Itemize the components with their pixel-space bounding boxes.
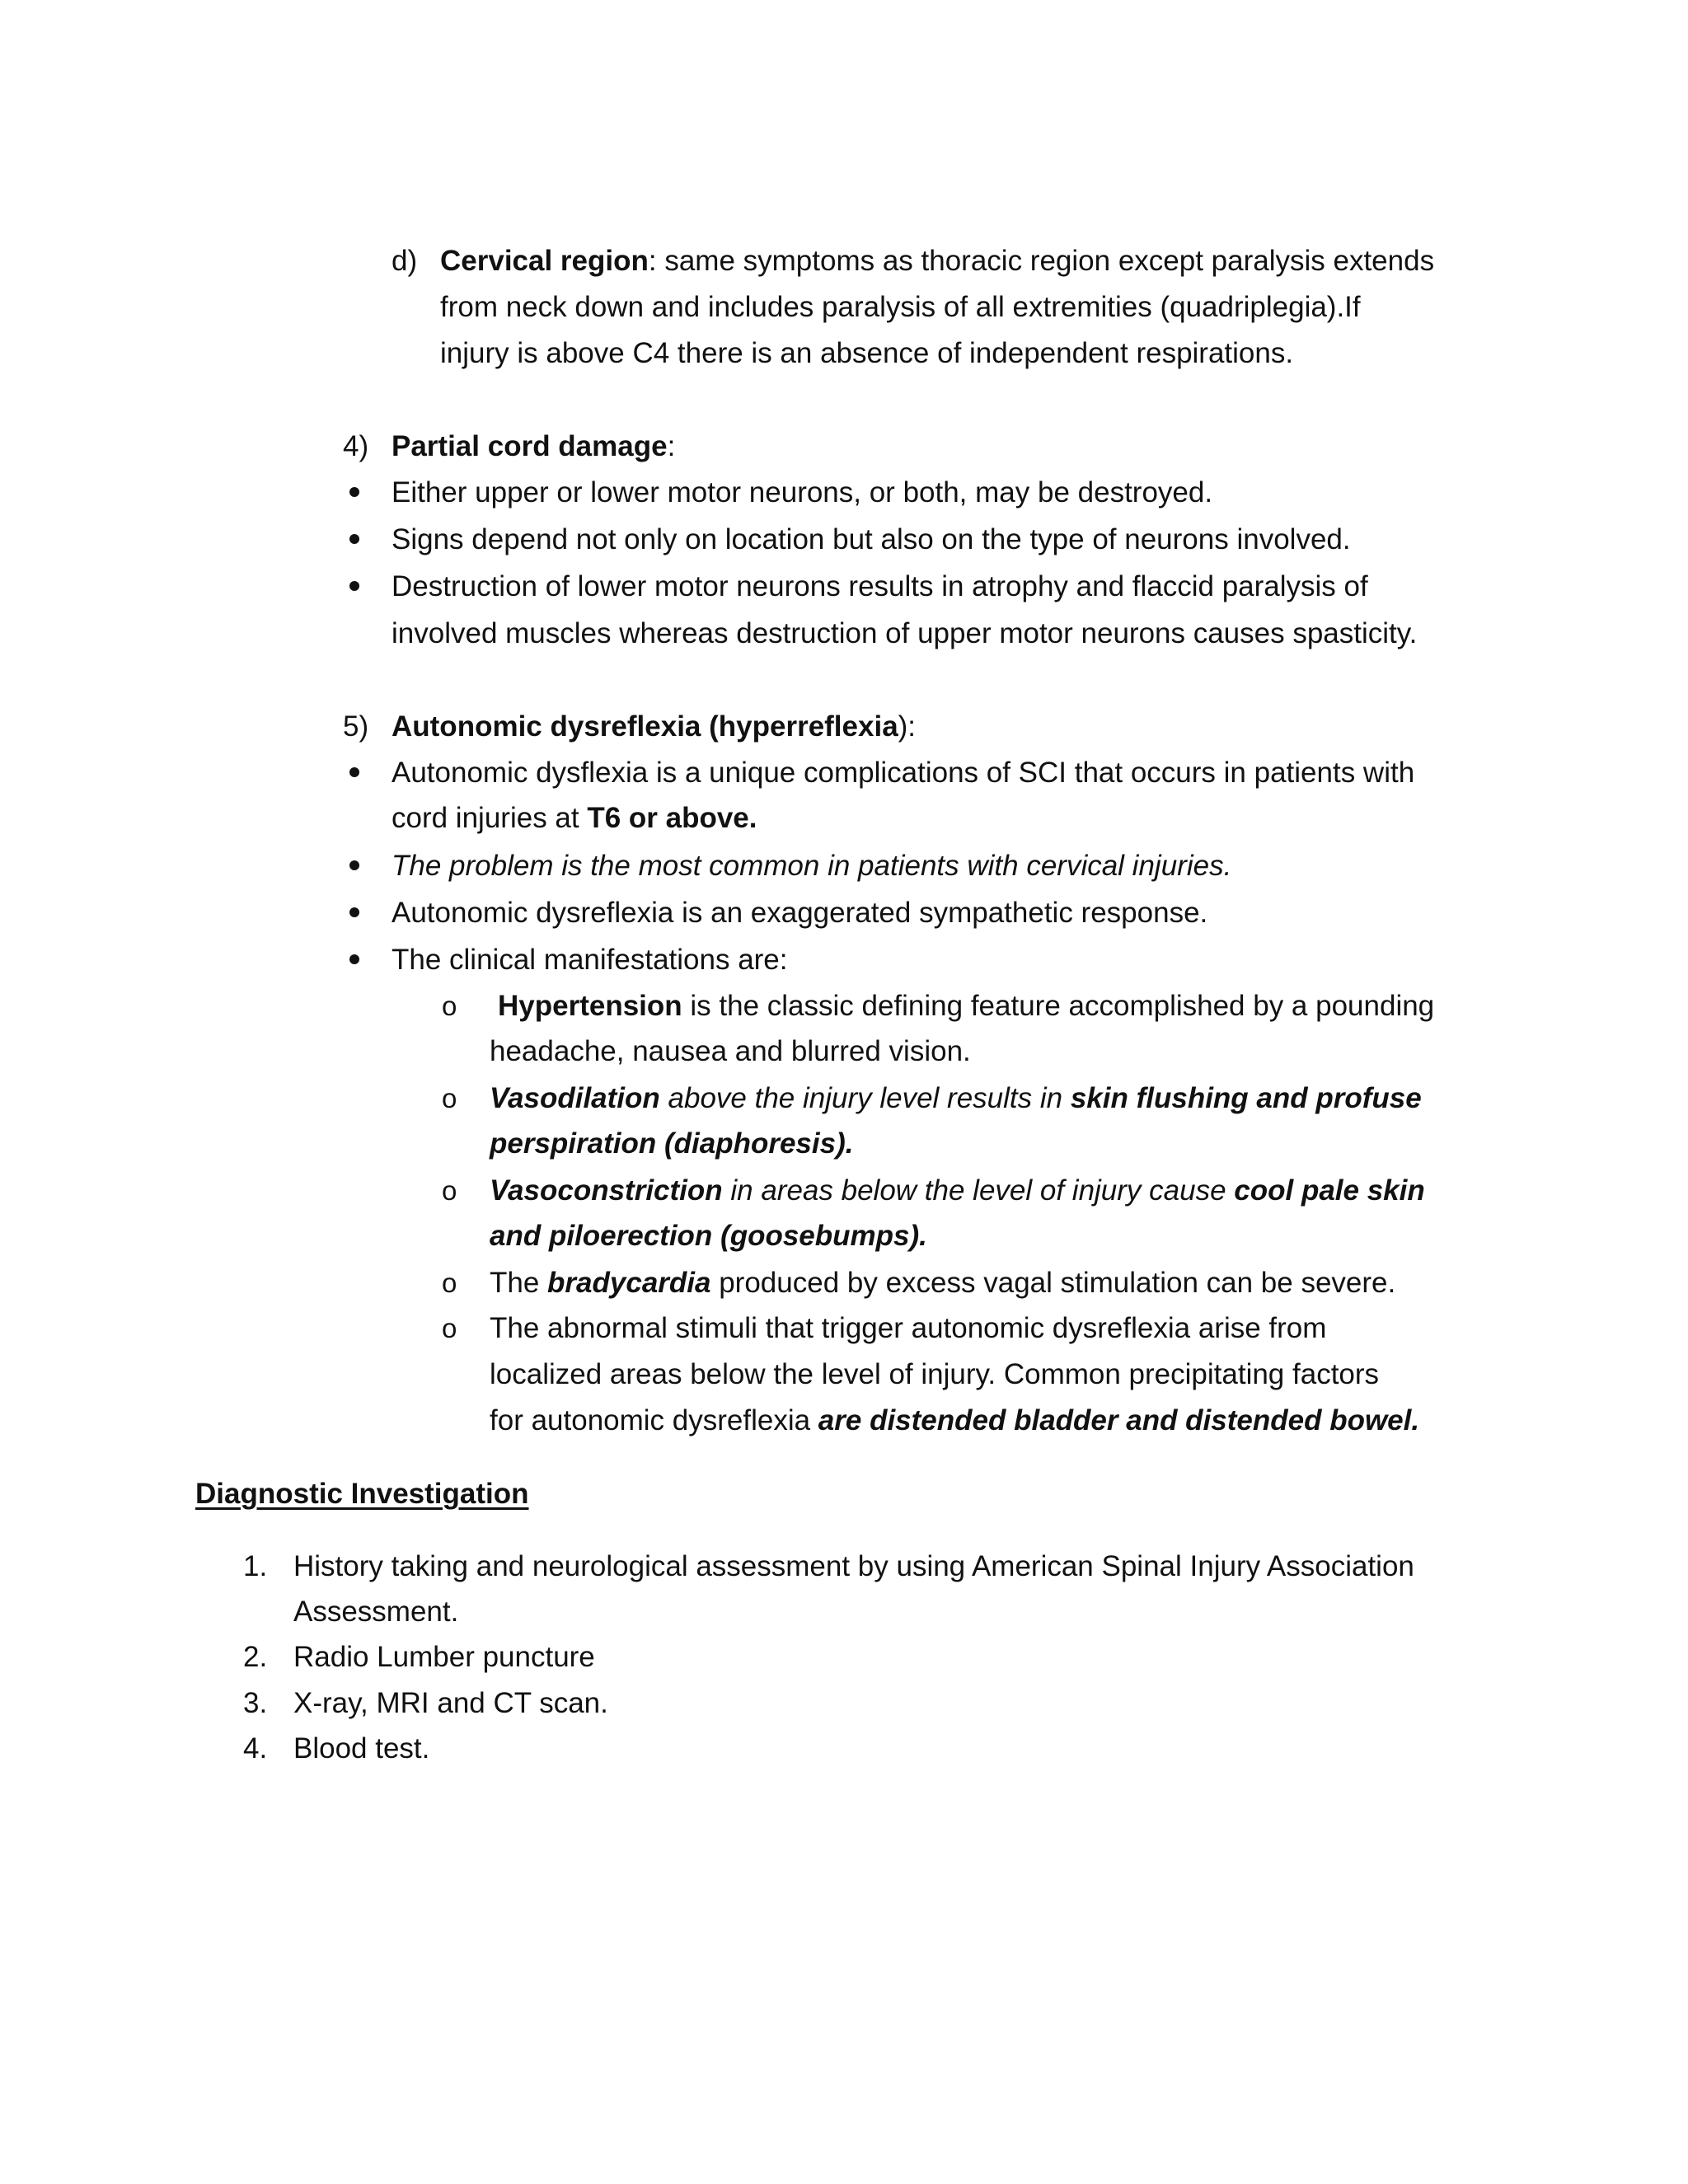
cervical-text: : same symptoms as thoracic region except paralysis extends [648, 245, 1435, 277]
autonomic-bullet-2 [392, 843, 1231, 889]
sub-item-3-bold-italic: cool pale skin [1234, 1174, 1425, 1207]
diagnostic-item-4: Blood test. [293, 1732, 430, 1765]
sub-item-1-text: is the classic defining feature accomplished by a pounding [682, 990, 1435, 1022]
cervical-line-1 [440, 238, 1434, 284]
sub-item-3-line-2 [490, 1213, 927, 1259]
list-marker: 4) [343, 430, 369, 462]
sub-item-3-line-1 [490, 1168, 1425, 1214]
diagnostic-item-1-line-1: History taking and neurological assessment by using American Spinal Injury Association [293, 1550, 1414, 1582]
autonomic-bullet-2-italic: The problem is the most common in patients with cervical injuries. [392, 850, 1232, 882]
autonomic-bullet-4: The clinical manifestations are: [392, 944, 788, 976]
autonomic-title: Autonomic dysreflexia (hyperreflexia [392, 710, 898, 743]
sub-item-5-line-1: The abnormal stimuli that trigger autonomic dysreflexia arise from [490, 1312, 1327, 1344]
list-number: 4. [243, 1732, 268, 1765]
sub-item-5-bold-italic: are distended bladder and distended bowel. [818, 1404, 1420, 1436]
diagnostic-item-1-line-2: Assessment. [293, 1596, 459, 1628]
autonomic-bullet-1-line-2 [392, 795, 757, 841]
bullet-icon [349, 767, 359, 777]
partial-bullet-3-line-2: involved muscles whereas destruction of upper motor neurons causes spasticity. [392, 617, 1418, 649]
diagnostic-item-2: Radio Lumber puncture [293, 1641, 595, 1673]
autonomic-bullet-1-bold: T6 or above. [587, 802, 757, 834]
sub-item-2-bold-italic: skin flushing and profuse [1070, 1082, 1422, 1114]
sub-item-4-text-a: The [490, 1267, 548, 1299]
bullet-icon [349, 581, 359, 591]
list-number: 2. [243, 1641, 268, 1673]
autonomic-heading [392, 704, 916, 750]
list-marker: 5) [343, 710, 369, 743]
autonomic-bullet-3: Autonomic dysreflexia is an exaggerated sympathetic response. [392, 897, 1208, 929]
sub-item-2-italic: above the injury level results in [659, 1082, 1071, 1114]
bullet-icon [349, 860, 359, 870]
sub-item-4 [490, 1260, 1395, 1306]
autonomic-bullet-1-line-1: Autonomic dysflexia is a unique complications of SCI that occurs in patients with [392, 757, 1415, 789]
sub-bullet-icon: o [442, 1175, 457, 1206]
sub-bullet-icon: o [442, 1083, 457, 1113]
bullet-icon [349, 487, 359, 497]
partial-heading [392, 424, 675, 470]
sub-item-2-line-1 [490, 1076, 1422, 1122]
sub-item-2-bold-italic-2: perspiration (diaphoresis). [490, 1127, 854, 1160]
list-number: 1. [243, 1550, 268, 1582]
sub-item-3-italic: in areas below the level of injury cause [722, 1174, 1235, 1207]
sub-item-5-text: for autonomic dysreflexia [490, 1404, 818, 1436]
autonomic-bullet-1-text: cord injuries at [392, 802, 588, 834]
partial-title: Partial cord damage [392, 430, 668, 462]
sub-item-3-bold-italic-2: and piloerection (goosebumps). [490, 1220, 927, 1252]
list-marker: d) [392, 245, 418, 277]
list-number: 3. [243, 1687, 268, 1719]
sub-bullet-icon: o [442, 991, 457, 1021]
partial-bullet-2: Signs depend not only on location but also on the type of neurons involved. [392, 523, 1351, 555]
partial-bullet-3-line-1: Destruction of lower motor neurons results in atrophy and flaccid paralysis of [392, 570, 1368, 602]
sub-item-1-line-2: headache, nausea and blurred vision. [490, 1035, 971, 1067]
vasodilation-term: Vasodilation [490, 1082, 660, 1114]
sub-item-4-text-b: produced by excess vagal stimulation can be severe. [710, 1267, 1396, 1299]
sub-item-5-line-3 [490, 1398, 1419, 1444]
cervical-line-2: from neck down and includes paralysis of all extremities (quadriplegia).If [440, 291, 1361, 323]
cervical-line-3: injury is above C4 there is an absence of independent respirations. [440, 337, 1294, 369]
autonomic-close: ): [898, 710, 917, 743]
sub-item-1-line-1 [498, 983, 1434, 1029]
sub-bullet-icon: o [442, 1268, 457, 1298]
bullet-icon [349, 534, 359, 544]
vasoconstriction-term: Vasoconstriction [490, 1174, 723, 1207]
sub-item-5-line-2: localized areas below the level of injury. Common precipitating factors [490, 1358, 1380, 1390]
hypertension-term: Hypertension [498, 990, 682, 1022]
diagnostic-item-3: X-ray, MRI and CT scan. [293, 1687, 608, 1719]
bullet-icon [349, 954, 359, 964]
bradycardia-term: bradycardia [547, 1267, 711, 1299]
sub-item-2-line-2 [490, 1121, 853, 1167]
cervical-title: Cervical region [440, 245, 649, 277]
diagnostic-heading: Diagnostic Investigation [195, 1478, 529, 1510]
bullet-icon [349, 907, 359, 917]
partial-bullet-1: Either upper or lower motor neurons, or both, may be destroyed. [392, 476, 1213, 509]
sub-bullet-icon: o [442, 1313, 457, 1343]
partial-colon: : [667, 430, 676, 462]
